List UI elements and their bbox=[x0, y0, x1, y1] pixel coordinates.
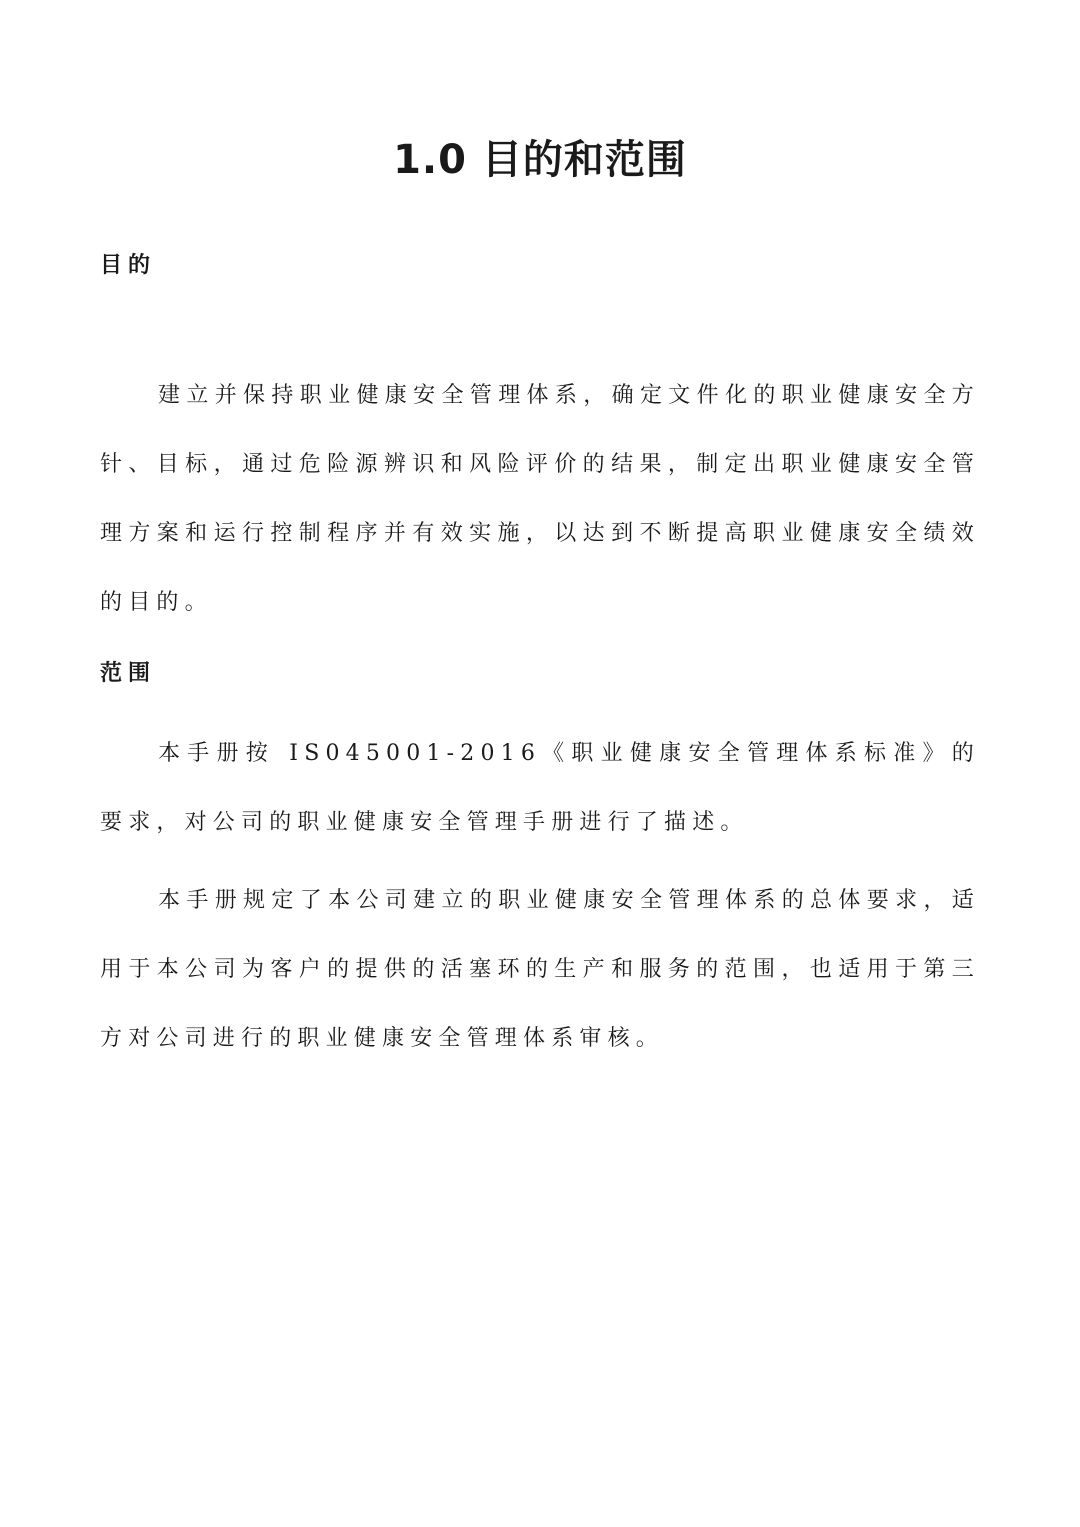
section-heading-scope: 范围 bbox=[100, 661, 157, 686]
scope-paragraph-1: 本手册按 IS045001-2016《职业健康安全管理体系标准》的要求，对公司的职业健康安全管理手册进行了描述。 bbox=[100, 741, 980, 835]
scope-paragraph-2: 本手册规定了本公司建立的职业健康安全管理体系的总体要求，适用于本公司为客户的提供的活塞环的生产和服务的范围，也适用于第三方对公司进行的职业健康安全管理体系审核。 bbox=[100, 888, 980, 1051]
section-heading-purpose: 目的 bbox=[100, 253, 157, 278]
purpose-paragraph: 建立并保持职业健康安全管理体系，确定文件化的职业健康安全方针、目标，通过危险源辨识和风险评价的结果，制定出职业健康安全管理方案和运行控制程序并有效实施，以达到不断提高职业健康安全绩效的目的。 bbox=[100, 383, 980, 615]
page-title: 1.0 目的和范围 bbox=[393, 137, 687, 183]
